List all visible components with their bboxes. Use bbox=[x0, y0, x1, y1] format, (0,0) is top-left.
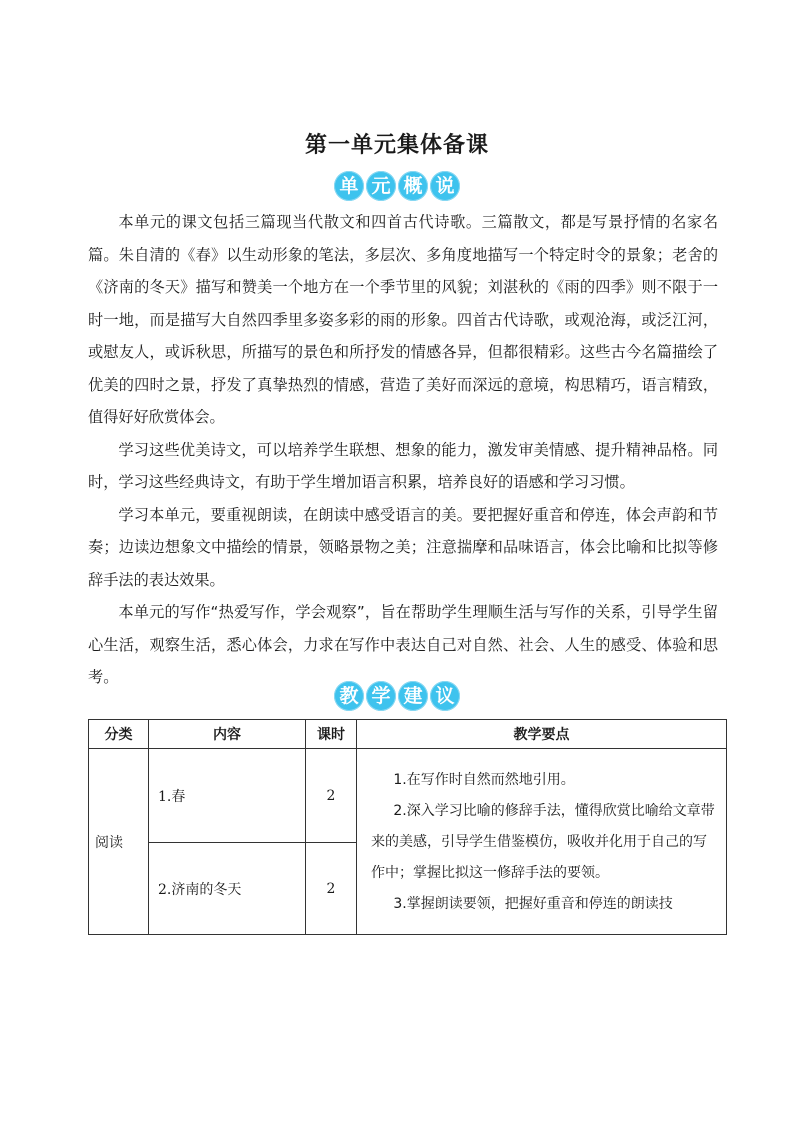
key-point: 1.在写作时自然而然地引用。 bbox=[393, 772, 575, 788]
key-point: 2.深入学习比喻的修辞手法，懂得欣赏比喻给文章带来的美感，引导学生借鉴模仿，吸收并化用于自己的写作中；掌握比拟这一修辞手法的要领。 bbox=[371, 803, 715, 881]
section-banner-teaching-advice bbox=[0, 681, 794, 711]
table-row bbox=[89, 749, 727, 843]
key-point: 3.掌握朗读要领，把握好重音和停连的朗读技 bbox=[393, 896, 673, 912]
category-cell: 阅读 bbox=[89, 749, 149, 935]
paragraph: 本单元的课文包括三篇现当代散文和四首古代诗歌。三篇散文，都是写景抒情的名家名篇。朱自清的《春》以生动形象的笔法，多层次、多角度地描写一个特定时令的景象；老舍的《济南的冬天》描写和赞美一个地方在一个季节里的风貌；刘湛秋的《雨的四季》则不限于一时一地，而是描写大自然四季里多姿多彩的雨的形象。四首古代诗歌，或观沧海，或泛江河，或慰友人，或诉秋思，所描写的景色和所抒发的情感各异，但都很精彩。这些古今名篇描绘了优美的四时之景，抒发了真挚热烈的情感，营造了美好而深远的意境，构思精巧，语言精致，值得好好欣赏体会。 bbox=[88, 213, 718, 426]
hours-cell: 2 bbox=[306, 843, 357, 935]
paragraph: 学习这些优美诗文，可以培养学生联想、想象的能力，激发审美情感、提升精神品格。同时，学习这些经典诗文，有助于学生增加语言积累，培养良好的语感和学习习惯。 bbox=[88, 440, 718, 491]
banner-char: 教 bbox=[334, 681, 364, 711]
table-header-row bbox=[89, 720, 727, 749]
banner-char: 元 bbox=[366, 171, 396, 201]
banner-char: 概 bbox=[398, 171, 428, 201]
banner-char: 建 bbox=[398, 681, 428, 711]
banner-char: 单 bbox=[334, 171, 364, 201]
banner-char: 议 bbox=[430, 681, 460, 711]
key-points-cell bbox=[357, 749, 727, 935]
header-key-points: 教学要点 bbox=[357, 720, 727, 749]
hours-cell: 2 bbox=[306, 749, 357, 843]
content-cell: 2.济南的冬天 bbox=[149, 843, 306, 935]
header-hours: 课时 bbox=[306, 720, 357, 749]
content-cell: 1.春 bbox=[149, 749, 306, 843]
teaching-plan-table bbox=[88, 719, 727, 935]
header-category: 分类 bbox=[89, 720, 149, 749]
banner-char: 学 bbox=[366, 681, 396, 711]
header-content: 内容 bbox=[149, 720, 306, 749]
banner-char: 说 bbox=[430, 171, 460, 201]
paragraph: 本单元的写作“热爱写作，学会观察”，旨在帮助学生理顺生活与写作的关系，引导学生留心生活，观察生活，悉心体会，力求在写作中表达自己对自然、社会、人生的感受、体验和思考。 bbox=[88, 603, 718, 686]
overview-text bbox=[88, 206, 718, 694]
page-title: 第一单元集体备课 bbox=[304, 133, 489, 158]
paragraph: 学习本单元，要重视朗读，在朗读中感受语言的美。要把握好重音和停连，体会声韵和节奏；边读边想象文中描绘的情景，领略景物之美；注意揣摩和品味语言，体会比喻和比拟等修辞手法的表达效果。 bbox=[88, 505, 718, 589]
section-banner-unit-overview bbox=[0, 171, 794, 201]
